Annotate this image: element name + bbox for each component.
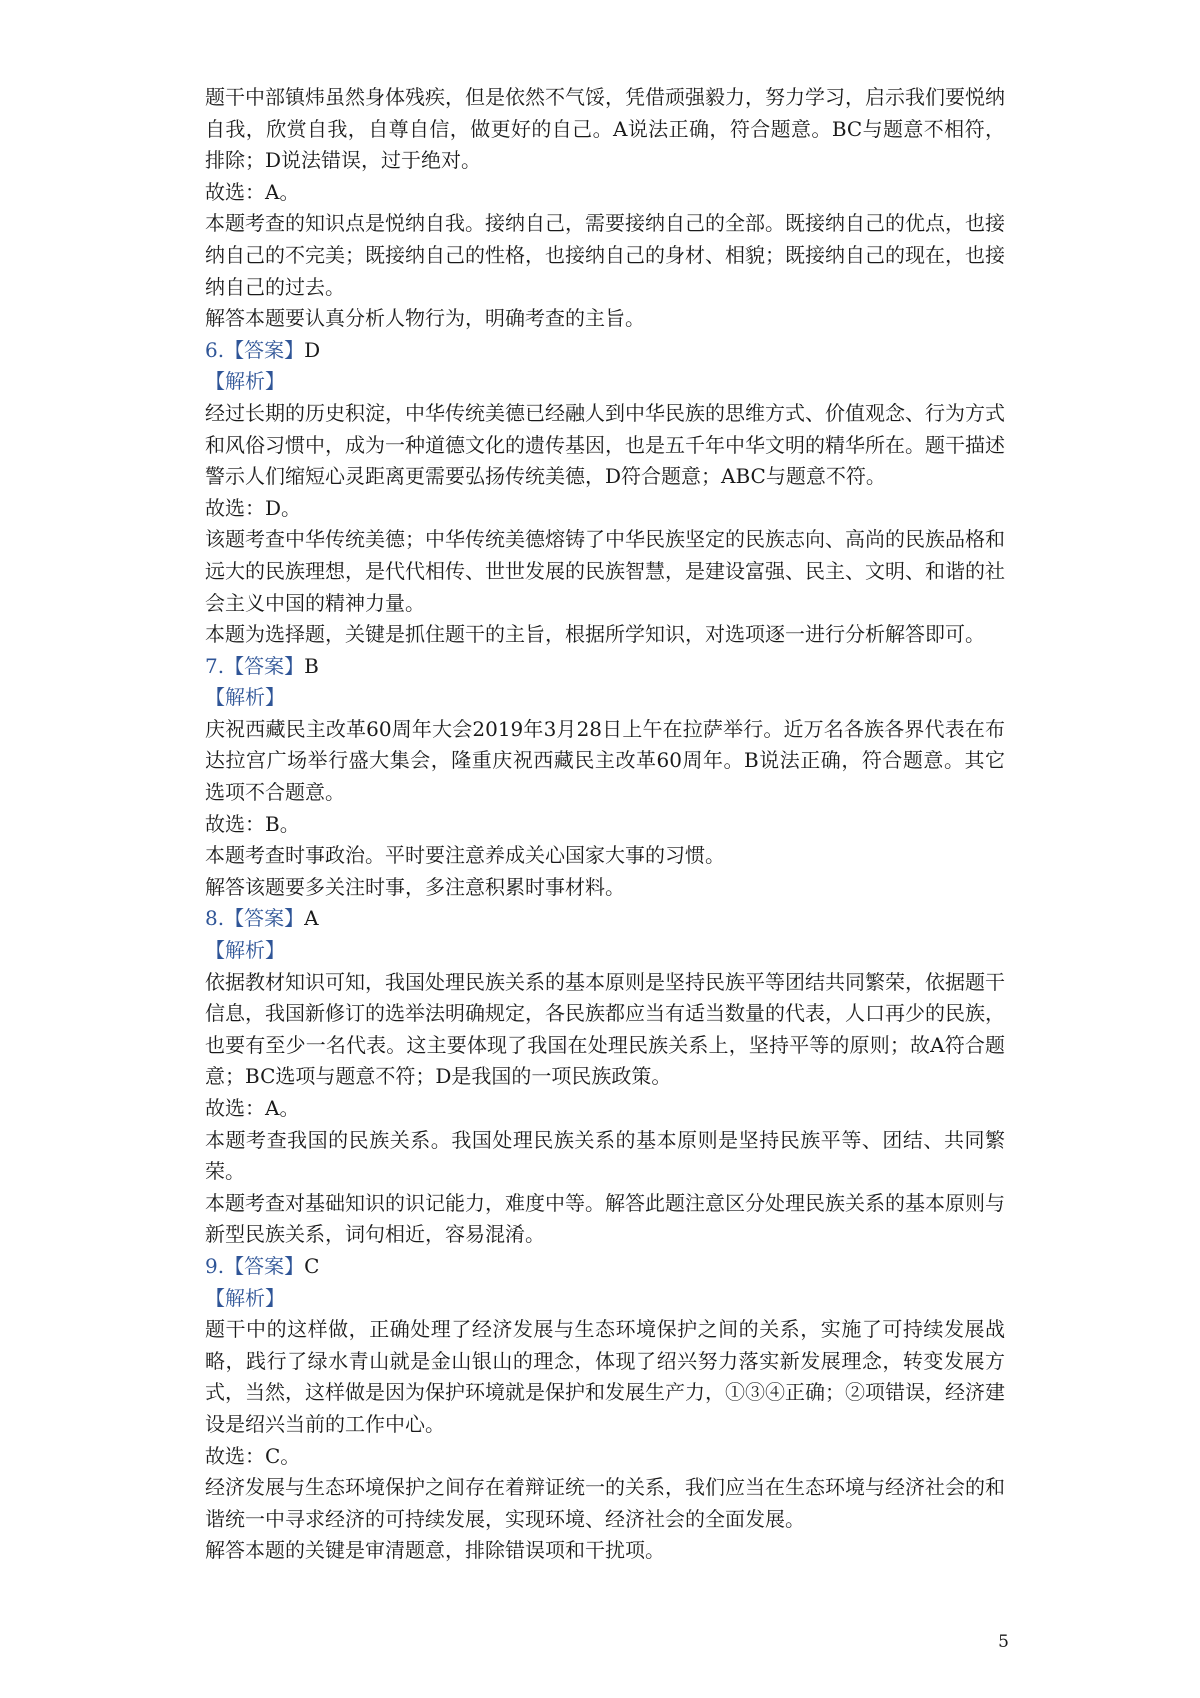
intro-knowledge-point: 本题考查的知识点是悦纳自我。接纳自己，需要接纳自己的全部。既接纳自己的优点，也接纳自己的不完美；既接纳自己的性格，也接纳自己的身材、相貌；既接纳自己的现在，也接纳自己的过去。 xyxy=(205,211,1005,299)
q8-tip: 本题考查对基础知识的识记能力，难度中等。解答此题注意区分处理民族关系的基本原则与新型民族关系，词句相近，容易混淆。 xyxy=(205,1190,1005,1247)
q8-answer-value: A xyxy=(304,906,319,931)
q6-choice: 故选：D。 xyxy=(205,495,302,520)
q8-choice: 故选：A。 xyxy=(205,1096,300,1120)
q7-choice: 故选：B。 xyxy=(205,811,300,836)
q6-tip: 本题为选择题，关键是抓住题干的主旨，根据所学知识，对选项逐一进行分析解答即可。 xyxy=(205,622,985,647)
page-number: 5 xyxy=(998,1632,1009,1652)
q9-answer-line xyxy=(205,1251,1005,1283)
q8-answer-label: 8.【答案】 xyxy=(205,906,305,931)
q9-knowledge-point: 经济发展与生态环境保护之间存在着辩证统一的关系，我们应当在生态环境与经济社会的和谐统一中寻求经济的可持续发展，实现环境、经济社会的全面发展。 xyxy=(205,1475,1005,1531)
q8-analysis-text: 依据教材知识可知，我国处理民族关系的基本原则是坚持民族平等团结共同繁荣，依据题干信息，我国新修订的选举法明确规定，各民族都应当有适当数量的代表，人口再少的民族，也要有至少一名代表。这主要体现了我国在处理民族关系上，坚持平等的原则；故A符合题意；BC选项与题意不符；D是我国的一项民族政策。 xyxy=(205,969,1005,1089)
q7-analysis-text: 庆祝西藏民主改革60周年大会2019年3月28日上午在拉萨举行。近万名各族各界代表在布达拉宫广场举行盛大集会，隆重庆祝西藏民主改革60周年。B说法正确，符合题意。其它选项不合题意。 xyxy=(205,716,1005,805)
q7-answer-value: B xyxy=(304,653,319,678)
q9-analysis-label: 【解析】 xyxy=(205,1285,285,1310)
q7-answer-label: 7.【答案】 xyxy=(205,653,305,678)
q6-analysis-label: 【解析】 xyxy=(205,369,285,394)
intro-choice: 故选：A。 xyxy=(205,179,300,204)
q9-answer-value: C xyxy=(304,1253,320,1278)
q6-answer-line xyxy=(205,335,1005,367)
q8-answer-line xyxy=(205,903,1005,935)
intro-tip: 解答本题要认真分析人物行为，明确考查的主旨。 xyxy=(205,306,645,331)
q8-analysis-label: 【解析】 xyxy=(205,938,285,963)
q6-knowledge-point: 该题考查中华传统美德；中华传统美德熔铸了中华民族坚定的民族志向、高尚的民族品格和远大的民族理想，是代代相传、世世发展的民族智慧，是建设富强、民主、文明、和谐的社会主义中国的精神力量。 xyxy=(205,527,1005,615)
answer-analysis-page xyxy=(205,82,1005,1567)
q9-answer-label: 9.【答案】 xyxy=(205,1253,305,1278)
q9-choice: 故选：C。 xyxy=(205,1443,301,1468)
q9-analysis-text: 题干中的这样做，正确处理了经济发展与生态环境保护之间的关系，实施了可持续发展战略，践行了绿水青山就是金山银山的理念，体现了绍兴努力落实新发展理念，转变发展方式，当然，这样做是因为保护环境就是保护和发展生产力，①③④正确；②项错误，经济建设是绍兴当前的工作中心。 xyxy=(205,1317,1005,1436)
q6-answer-value: D xyxy=(304,337,321,362)
q6-answer-label: 6.【答案】 xyxy=(205,337,305,362)
q7-answer-line xyxy=(205,651,1005,683)
q7-tip: 解答该题要多关注时事，多注意积累时事材料。 xyxy=(205,874,625,899)
q9-tip: 解答本题的关键是审清题意，排除错误项和干扰项。 xyxy=(205,1538,665,1563)
q8-knowledge-point: 本题考查我国的民族关系。我国处理民族关系的基本原则是坚持民族平等、团结、共同繁荣。 xyxy=(205,1127,1005,1184)
q6-analysis-text: 经过长期的历史积淀，中华传统美德已经融人到中华民族的思维方式、价值观念、行为方式和风俗习惯中，成为一种道德文化的遗传基因，也是五千年中华文明的精华所在。题干描述警示人们缩短心灵距离更需要弘扬传统美德，D符合题意；ABC与题意不符。 xyxy=(205,400,1005,489)
q7-analysis-label: 【解析】 xyxy=(205,685,285,710)
q7-knowledge-point: 本题考查时事政治。平时要注意养成关心国家大事的习惯。 xyxy=(205,843,725,868)
intro-paragraph-1: 题干中部镇炜虽然身体残疾，但是依然不气馁，凭借顽强毅力，努力学习，启示我们要悦纳自我，欣赏自我，自尊自信，做更好的自己。A说法正确，符合题意。BC与题意不相符，排除；D说法错误，过于绝对。 xyxy=(205,85,1005,173)
